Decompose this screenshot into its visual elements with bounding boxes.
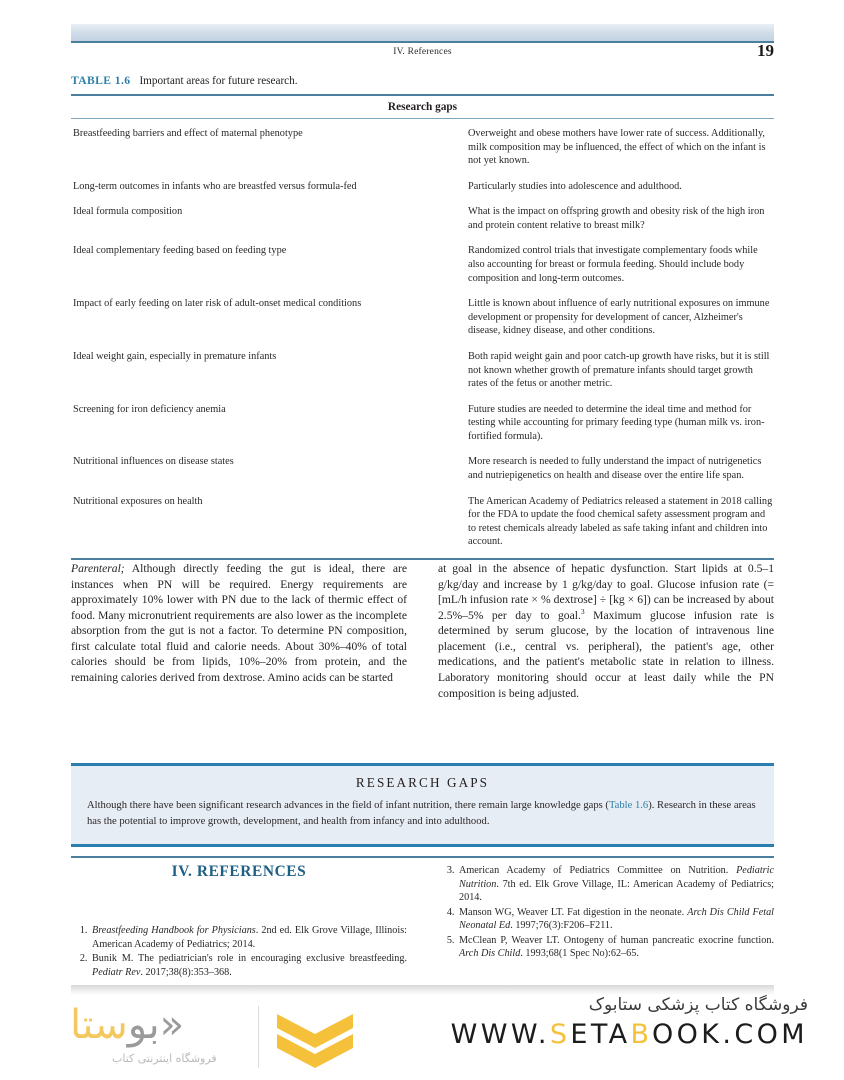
- reference-source-italic: Pediatr Rev: [92, 966, 141, 978]
- logo-wordmark: «بوستا: [70, 1002, 185, 1048]
- reference-item: [457, 906, 774, 933]
- table-row: [71, 449, 774, 488]
- page-top-ornament: [71, 24, 774, 43]
- table-row: [71, 344, 774, 397]
- logo-divider: [258, 1006, 259, 1068]
- top-rule: [71, 41, 774, 43]
- body-text: [71, 561, 774, 701]
- footnote-marker-3: 3: [580, 606, 585, 616]
- table-cell-topic: Breastfeeding barriers and effect of maternal phenotype: [73, 128, 303, 139]
- references-column-left: [71, 864, 407, 980]
- url-highlight-s: S: [549, 1019, 571, 1050]
- table-cell-gap: Randomized control trials that investigate complementary foods while also accounting for breast or formula feeding. Should include body composition and long-term outcomes.: [468, 245, 758, 284]
- table-cross-reference-link[interactable]: Table 1.6: [608, 800, 649, 811]
- table-cell-gap: More research is needed to fully understand the impact of nutrigenetics and nutriepigenetics on health and disease over the entire life span.: [468, 456, 762, 481]
- reference-detail: . 1993;68(1 Spec No):62‒65.: [520, 948, 639, 960]
- table-cell-gap: Future studies are needed to determine the ideal time and method for testing while accounting for primary feeding type (human milk vs. iron-fortified formula).: [468, 403, 765, 442]
- table-cell-gap: The American Academy of Pediatrics released a statement in 2018 calling for the FDA to update the food chemical safety assessment program and to retest chemicals already labeled as safe taking infant and children into account.: [468, 495, 773, 548]
- url-eta: ETA: [570, 1019, 631, 1050]
- table-cell-topic: Long-term outcomes in infants who are breastfed versus formula-fed: [73, 180, 357, 192]
- reference-item: [90, 952, 407, 979]
- paragraph-parenteral: [71, 561, 407, 686]
- paragraph-right-text-2: Maximum glucose infusion rate is determined by serum glucose, by the location of intravenous line placement (i.e., central vs. peripheral), the patient's age, other medications, and the patient's metabolic state in relation to illness. Laboratory monitoring should occur at least daily while the PN composition is being adjusted.: [438, 608, 775, 700]
- table-cell-topic: Nutritional influences on disease states: [73, 456, 234, 468]
- table-row: [71, 291, 774, 344]
- table-row: [71, 238, 774, 291]
- table-row: [71, 174, 774, 200]
- table-row: [71, 119, 774, 174]
- table-body: [71, 119, 774, 558]
- table-caption-number: TABLE 1.6: [71, 74, 131, 87]
- running-head: [71, 41, 774, 63]
- table-cell-gap: Particularly studies into adolescence and adulthood.: [468, 180, 682, 192]
- research-gaps-title: RESEARCH GAPS: [355, 775, 490, 790]
- references-top-rule: [71, 856, 774, 858]
- paragraph-continuation: [438, 561, 774, 701]
- table-cell-topic: Ideal weight gain, especially in premature infants: [73, 350, 277, 362]
- paragraph-right-text-1: at goal in the absence of hepatic dysfunction. Start lipids at 0.5‒1 g/kg/day and increase by 1 g/kg/day to goal. Glucose infusion rate (= [mL/h infusion rate × % dextrose] ÷ [kg × 6]) can be increased by about 2.5%‒5% per day to goal.: [438, 562, 774, 622]
- table-cell-gap: Overweight and obese mothers have lower rate of success. Additionally, milk composition may be influenced, the effect of which on the infant is not yet known.: [468, 128, 766, 167]
- table-row: [71, 397, 774, 450]
- research-gaps-text: [71, 798, 774, 844]
- table-caption-text: Important areas for future research.: [139, 75, 298, 87]
- table-cell-topic: Ideal complementary feeding based on feeding type: [73, 245, 287, 257]
- chevron-icon: [275, 1012, 355, 1075]
- reference-source-italic: Arch Dis Child Fetal Neonatal Ed: [459, 906, 774, 932]
- reference-source-italic: Arch Dis Child: [459, 948, 521, 960]
- footer-shadow: [71, 985, 774, 995]
- table-cell-gap: Little is known about influence of early nutritional exposures on immune development or propensity for development of cancer, Alzheimer's disease, kidney disease, and other conditions.: [468, 298, 770, 337]
- references-heading: IV. REFERENCES: [171, 863, 307, 880]
- table-row: [71, 489, 774, 558]
- research-gaps-text-after: ). Research in these areas has the potential to improve growth, development, and health from infancy and into adulthood.: [87, 800, 756, 828]
- reference-detail: . 2017;38(8):353‒368.: [140, 966, 232, 978]
- table-cell-topic: Ideal formula composition: [73, 206, 183, 218]
- footer-brand: [451, 995, 808, 1050]
- table-cell-topic: Screening for iron deficiency anemia: [73, 403, 226, 415]
- table-caption: [71, 74, 774, 94]
- footer-url[interactable]: [451, 1019, 808, 1050]
- reference-detail: . 1997;76(3):F206‒F211.: [510, 920, 613, 932]
- footer-tagline: فروشگاه کتاب پزشکی ستابوک: [588, 995, 808, 1015]
- url-highlight-b: B: [630, 1019, 652, 1050]
- paragraph-lead-italic: Parenteral;: [71, 562, 125, 575]
- reference-item: [457, 864, 774, 905]
- reference-authors: McClean P, Weaver LT. Ontogeny of human pancreatic exocrine function.: [459, 934, 774, 946]
- body-column-left: [71, 561, 407, 701]
- table-column-header: Research gaps: [387, 101, 458, 113]
- paragraph-left-text: Although directly feeding the gut is ideal, there are instances when PN will be required. Energy requirements are approximately 10% lower with PN due to the lack of thermic effect of food. Many micronutrient requirements are also lower as the incomplete absorption from the gut is not a factor. To determine PN composition, first calculate total fluid and calorie needs. About 30%‒40% of total calories should be from lipids, 10%‒20% from protein, and the remaining calories derived from dextrose. Amino acids can be started: [71, 562, 407, 685]
- body-column-right: [438, 561, 774, 701]
- table-cell-gap: What is the impact on offspring growth and obesity risk of the high iron and protein content relative to breast milk?: [468, 206, 765, 231]
- reference-source-italic: Pediatric Nutrition: [459, 865, 774, 890]
- url-prefix: WWW.: [450, 1019, 550, 1050]
- top-gradient-bar: [71, 24, 774, 41]
- reference-authors: Manson WG, Weaver LT. Fat digestion in the neonate.: [459, 906, 688, 918]
- research-gaps-callout: [71, 763, 774, 847]
- research-gaps-text-before: Although there have been significant research advances in the field of infant nutrition, there remain large knowledge gaps (: [87, 800, 609, 811]
- running-head-title: IV. References: [393, 47, 452, 57]
- url-suffix: OOK.COM: [652, 1019, 808, 1050]
- table-1-6: [71, 74, 774, 560]
- references-column-right: [438, 864, 774, 980]
- logo-subtitle: فروشگاه اینترنتی کتاب: [112, 1052, 217, 1065]
- reference-detail: . 2nd ed. Elk Grove Village, Illinois: American Academy of Pediatrics; 2014.: [92, 925, 407, 950]
- reference-authors: American Academy of Pediatrics Committee on Nutrition.: [459, 865, 737, 876]
- reference-item: [457, 934, 774, 961]
- table-row: [71, 199, 774, 238]
- reference-detail: . 7th ed. Elk Grove Village, IL: American Academy of Pediatrics; 2014.: [459, 878, 774, 904]
- references-columns: [71, 864, 774, 980]
- reference-title-italic: Breastfeeding Handbook for Physicians: [92, 925, 256, 936]
- table-cell-topic: Impact of early feeding on later risk of adult-onset medical conditions: [73, 298, 362, 310]
- setabook-logo: [70, 998, 360, 1076]
- table-cell-topic: Nutritional exposures on health: [73, 495, 203, 507]
- footer-watermark: [0, 985, 844, 1080]
- reference-item: [90, 924, 407, 951]
- reference-authors: Bunik M. The pediatrician's role in encouraging exclusive breastfeeding.: [92, 953, 407, 965]
- table-bottom-rule: [71, 558, 774, 560]
- table-cell-gap: Both rapid weight gain and poor catch-up growth have risks, but it is still not known whether growth of premature infants should target growth rates of the fetus or another metric.: [468, 350, 770, 390]
- page-number: 19: [757, 41, 774, 60]
